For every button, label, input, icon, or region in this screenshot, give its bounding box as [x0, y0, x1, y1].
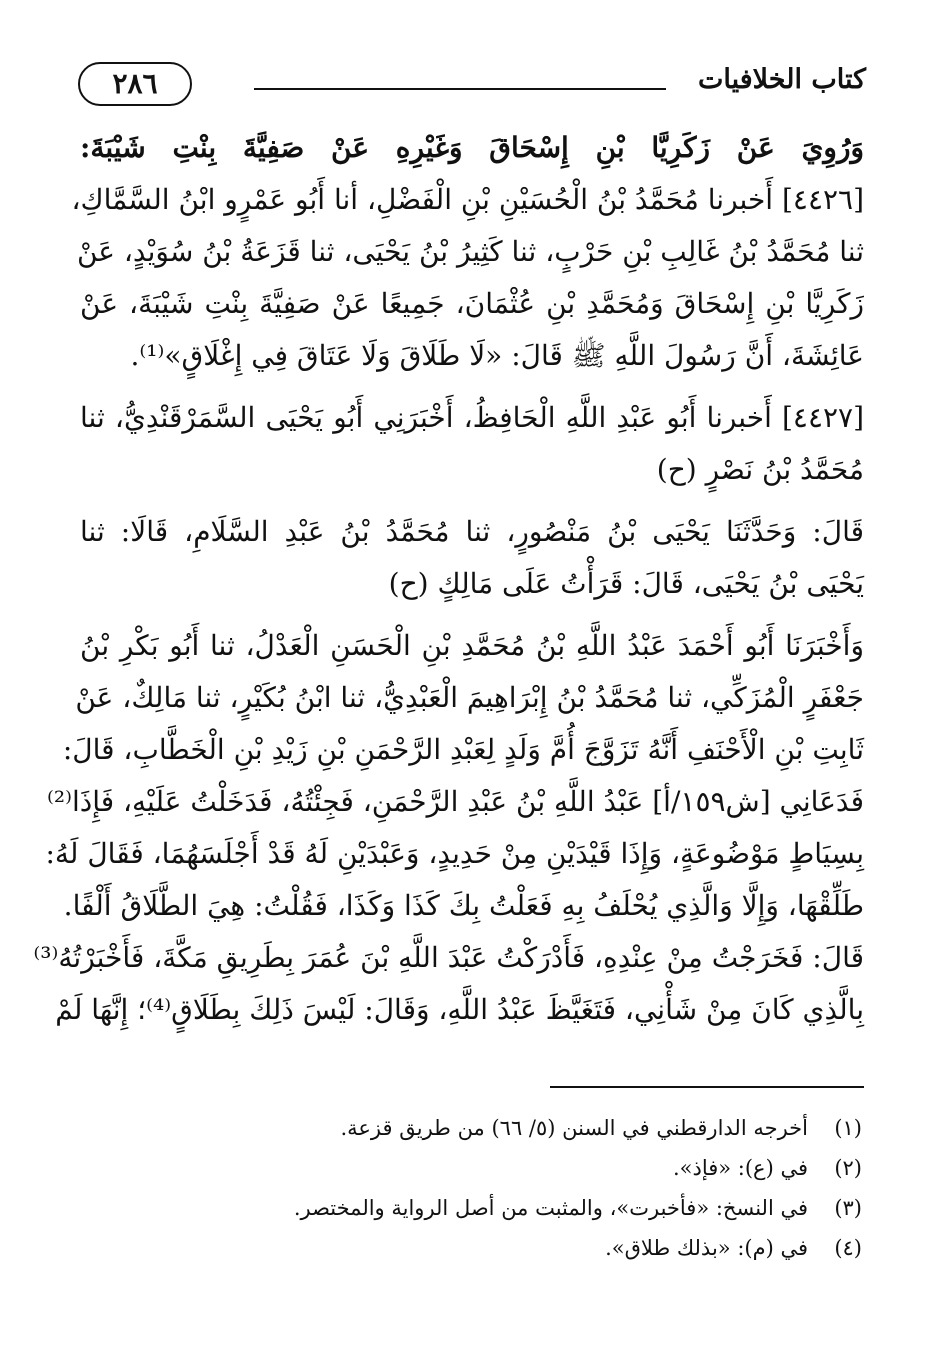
- footnote-text: في (م): «بذلك طلاق».: [605, 1236, 808, 1260]
- footnote-item: [82, 1188, 862, 1228]
- text-line: يَحْيَى بْنُ يَحْيَى، قَالَ: قَرَأْتُ عَلَى مَالِكٍ (ح): [388, 567, 864, 600]
- footnote-text: في (ع): «فإذ».: [672, 1156, 808, 1180]
- text-line: زَكَرِيَّا بْنِ إِسْحَاقَ وَمُحَمَّدِ بْنِ عُثْمَانَ، جَمِيعًا عَنْ صَفِيَّةَ بِنْتِ شَيْبَةَ، عَنْ: [80, 287, 864, 320]
- text-line: ثنا مُحَمَّدُ بْنُ غَالِبِ بْنِ حَرْبٍ، ثنا كَثِيرُ بْنُ يَحْيَى، ثنا قَزَعَةُ بْنُ سُوَيْدٍ، عَنْ: [76, 235, 864, 268]
- text-line: عَائِشَةَ، أَنَّ رَسُولَ اللَّهِ ﷺ قَالَ: «لَا طَلَاقَ وَلَا عَتَاقَ فِي إِغْلَاقٍ»⁽¹⁾.: [130, 339, 864, 372]
- text-line: بِسِيَاطٍ مَوْضُوعَةٍ، وَإِذَا قَيْدَيْنِ مِنْ حَدِيدٍ، وَعَبْدَيْنِ لَهُ قَدْ أَجْلَسَهُمَا، فَقَالَ لَهُ:: [45, 837, 864, 870]
- page-header: [78, 62, 866, 108]
- footnote-number: (٢): [834, 1156, 862, 1180]
- text-line: [٤٤٢٧] أَخبرنا أَبُو عَبْدِ اللَّهِ الْحَافِظُ، أَخْبَرَنِي أَبُو يَحْيَى السَّمَرْقَنْدِيُّ، ثنا: [80, 401, 864, 434]
- footnote-item: [82, 1148, 862, 1188]
- text-line: طَلِّقْهَا، وَإِلَّا وَالَّذِي يُحْلَفُ بِهِ فَعَلْتُ بِكَ كَذَا وَكَذَا، فَقُلْتُ: هِيَ الطَّلَاقُ أَلْفًا.: [63, 889, 864, 922]
- text-line: جَعْفَرٍ الْمُزَكِّي، ثنا مُحَمَّدُ بْنُ إِبْرَاهِيمَ الْعَبْدِيُّ، ثنا ابْنُ بُكَيْرٍ، ثنا مَالِكٌ، عَنْ: [75, 681, 864, 714]
- text-line: فَدَعَانِي [ش١٥٩/أ] عَبْدُ اللَّهِ بْنُ عَبْدِ الرَّحْمَنِ، فَجِئْتُهُ، فَدَخَلْتُ عَلَيْهِ، فَإِذَا⁽²⁾: [46, 785, 864, 818]
- text-line: [٤٤٢٦] أَخبرنا مُحَمَّدُ بْنُ الْحُسَيْنِ بْنِ الْفَضْلِ، أنا أَبُو عَمْرٍو ابْنُ السَّمَّاكِ،: [71, 183, 864, 216]
- text-line: وَرُوِيَ عَنْ زَكَرِيَّا بْنِ إِسْحَاقَ وَغَيْرِهِ عَنْ صَفِيَّةَ بِنْتِ شَيْبَةَ:: [80, 131, 864, 164]
- footnote-number: (٣): [834, 1196, 862, 1220]
- footnote-divider: [550, 1086, 864, 1088]
- footnote-item: [82, 1108, 862, 1148]
- footnote-number: (١): [834, 1116, 862, 1140]
- page-number: ٢٨٦: [78, 62, 192, 106]
- footnote-text: أخرجه الدارقطني في السنن (٥/ ٦٦) من طريق قزعة.: [340, 1116, 808, 1140]
- text-line: بِالَّذِي كَانَ مِنْ شَأْنِي، فَتَغَيَّظَ عَبْدُ اللَّهِ، وَقَالَ: لَيْسَ ذَلِكَ بِطَلَاقٍ⁽⁴⁾؛ إِنَّهَا لَمْ: [55, 993, 864, 1026]
- footnote-text: في النسخ: «فأخبرت»، والمثبت من أصل الرواية والمختصر.: [293, 1196, 808, 1220]
- header-rule: [254, 88, 666, 90]
- footnotes: [82, 1108, 862, 1268]
- text-line: وَأَخْبَرَنَا أَبُو أَحْمَدَ عَبْدُ اللَّهِ بْنُ مُحَمَّدِ بْنِ الْحَسَنِ الْعَدْلُ، ثنا أَبُو بَكْرِ بْنُ: [80, 629, 864, 662]
- text-line: قَالَ: فَخَرَجْتُ مِنْ عِنْدِهِ، فَأَدْرَكْتُ عَبْدَ اللَّهِ بْنَ عُمَرَ بِطَرِيقِ مَكَّةَ، فَأَخْبَرْتُهُ⁽³⁾: [33, 941, 864, 974]
- main-text: [33, 122, 864, 1036]
- footnote-item: [82, 1228, 862, 1268]
- text-line: قَالَ: وَحَدَّثَنَا يَحْيَى بْنُ مَنْصُورٍ، ثنا مُحَمَّدُ بْنُ عَبْدِ السَّلَامِ، قَالَا: ثنا: [80, 515, 864, 548]
- text-line: ثَابِتِ بْنِ الْأَحْنَفِ أَنَّهُ تَزَوَّجَ أُمَّ وَلَدٍ لِعَبْدِ الرَّحْمَنِ بْنِ زَيْدِ بْنِ الْخَطَّابِ، قَالَ:: [62, 733, 864, 766]
- running-title: كتاب الخلافيات: [697, 64, 866, 95]
- text-line: مُحَمَّدُ بْنُ نَصْرٍ (ح): [656, 453, 864, 486]
- footnote-number: (٤): [834, 1236, 862, 1260]
